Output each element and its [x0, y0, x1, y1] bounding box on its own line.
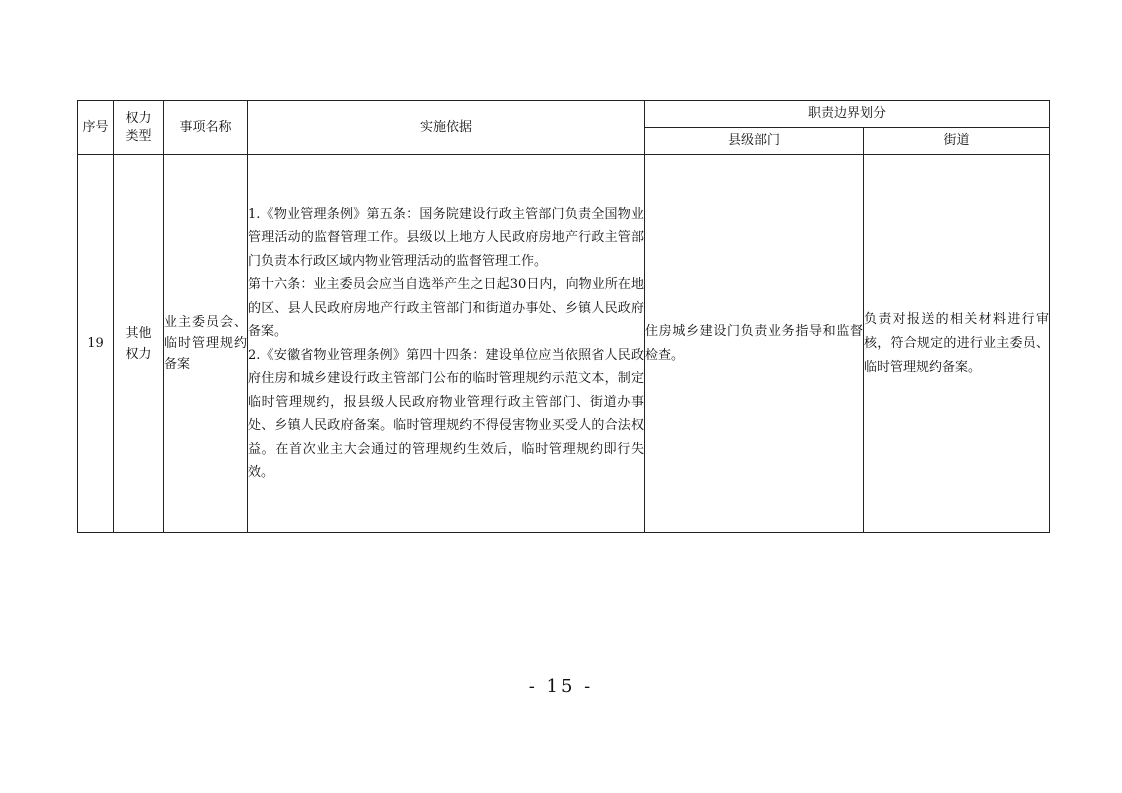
row-basis — [248, 155, 645, 533]
header-street: 街道 — [864, 128, 1050, 155]
power-list-table — [77, 100, 1050, 533]
row-item-name: 业主委员会、临时管理规约备案 — [164, 155, 248, 533]
basis-paragraph: 2.《安徽省物业管理条例》第四十四条：建设单位应当依照省人民政府住房和城乡建设行政主管部门公布的临时管理规约示范文本，制定临时管理规约，报县级人民政府物业管理行政主管部门、街道办事处、乡镇人民政府备案。临时管理规约不得侵害物业买受人的合法权益。在首次业主大会通过的管理规约生效后，临时管理规约即行失效。 — [248, 347, 644, 480]
row-seq: 19 — [78, 155, 114, 533]
page-number: - 15 - — [528, 676, 594, 697]
row-county-dept: 住房城乡建设门负责业务指导和监督检查。 — [645, 155, 864, 533]
row-street: 负责对报送的相关材料进行审核，符合规定的进行业主委员、临时管理规约备案。 — [864, 155, 1050, 533]
basis-paragraph: 第十六条：业主委员会应当自选举产生之日起30日内，向物业所在地的区、县人民政府房地产行政主管部门和街道办事处、乡镇人民政府备案。 — [248, 277, 644, 339]
header-power-type: 权力类型 — [114, 101, 164, 155]
header-item-name: 事项名称 — [164, 101, 248, 155]
header-boundary: 职责边界划分 — [645, 101, 1050, 128]
table-row — [78, 155, 1050, 533]
basis-paragraph: 1.《物业管理条例》第五条：国务院建设行政主管部门负责全国物业管理活动的监督管理工作。县级以上地方人民政府房地产行政主管部门负责本行政区域内物业管理活动的监督管理工作。 — [248, 206, 644, 269]
header-seq: 序号 — [78, 101, 114, 155]
row-power-type: 其他权力 — [114, 155, 164, 533]
header-basis: 实施依据 — [248, 101, 645, 155]
header-row-1 — [78, 101, 1050, 128]
header-county-dept: 县级部门 — [645, 128, 864, 155]
